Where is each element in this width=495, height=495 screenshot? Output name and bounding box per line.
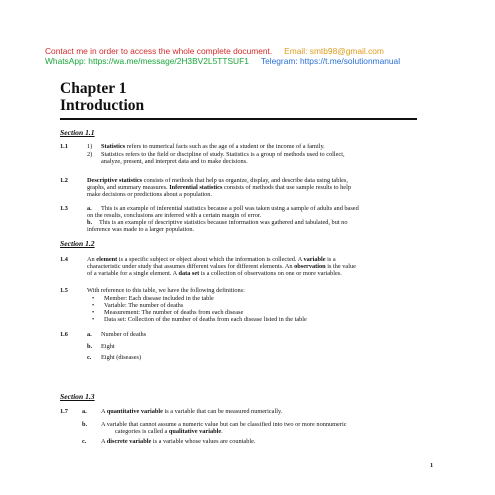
question-number-1-7: 1.7 <box>60 408 68 415</box>
q1-7-c-text <box>101 438 255 446</box>
term-variable: variable <box>303 256 326 263</box>
telegram-link[interactable]: Telegram: https://t.me/solutionmanual <box>260 56 401 66</box>
bullet-glyph: • <box>92 302 95 309</box>
q1-4-l1-pre: An <box>87 256 97 263</box>
q1-2-line3: make decisions or predictions about a population. <box>87 191 213 198</box>
term-data-set: data set <box>178 270 200 277</box>
bullet-glyph: • <box>92 316 95 323</box>
q1-7-b-line1: A variable that cannot assume a numeric value but can be classified into two or more nonnumeric <box>101 421 347 428</box>
q1-4-l2-post: is the value <box>325 263 356 270</box>
page-number: 1 <box>430 462 434 469</box>
q1-5-bullet-member: Member: Each disease included in the table <box>104 295 214 302</box>
chapter-label: Chapter 1 <box>60 80 127 97</box>
term-discrete-variable: discrete variable <box>106 438 152 445</box>
q1-2-line2-rest: consists of methods that use sample results to help <box>222 184 351 191</box>
q1-4-l1-mid: is a specific subject or object about which the information is collected. A <box>117 256 304 263</box>
q1-7-a-pre: A <box>101 408 107 415</box>
q1-3-a-line1: This is an example of inferential statistics because a poll was taken using a sample of adults and based <box>101 205 359 212</box>
term-statistics: Statistics <box>101 143 126 150</box>
question-number-1-5: 1.5 <box>60 287 68 294</box>
section-heading-1-1: Section 1.1 <box>60 128 95 137</box>
q1-3-b-label: b. <box>87 219 93 226</box>
q1-6-b-text: Eight <box>101 343 115 350</box>
term-element: element <box>96 256 118 263</box>
q1-6-b-label: b. <box>87 343 93 350</box>
bullet-glyph: • <box>92 295 95 302</box>
term-inferential-statistics: Inferential statistics <box>169 184 223 191</box>
term-descriptive-statistics: Descriptive statistics <box>87 177 143 184</box>
q1-2-line2-pre: graphs, and summary measures. <box>87 184 170 191</box>
q1-7-a-label: a. <box>82 408 87 415</box>
q1-5-bullet-variable: Variable: The number of deaths <box>104 302 184 309</box>
q1-7-b-pre: categories is called a <box>115 428 169 435</box>
q1-4-line3 <box>87 270 342 278</box>
banner-line-2 <box>45 56 400 66</box>
contact-banner <box>0 0 495 64</box>
q1-6-c-text: Eight (diseases) <box>101 354 142 361</box>
title-divider <box>60 118 417 120</box>
q1-1-item1-rest: refers to numerical facts such as the age of a student or the income of a family. <box>125 143 325 150</box>
chapter-name: Introduction <box>60 97 145 114</box>
q1-1-item2-num: 2) <box>87 151 93 158</box>
q1-3-b-line2: inference was made to a larger population. <box>87 226 195 233</box>
banner-line-1 <box>45 46 384 56</box>
email-link[interactable]: Email: smtb98@gmail.com <box>284 46 384 56</box>
question-number-1-1: 1.1 <box>60 143 68 150</box>
q1-5-bullet-data-set: Data set: Collection of the number of deaths from each disease listed in the table <box>104 316 307 323</box>
section-heading-1-2: Section 1.2 <box>60 239 95 248</box>
q1-3-a-label: a. <box>87 205 92 212</box>
term-observation: observation <box>294 263 326 270</box>
question-number-1-6: 1.6 <box>60 331 68 338</box>
q1-5-bullet-measurement: Measurement: The number of deaths from each disease <box>104 309 244 316</box>
term-quantitative-variable: quantitative variable <box>106 408 163 415</box>
q1-3-a-line2: on the results, conclusions are inferred with a certain margin of error. <box>87 212 262 219</box>
q1-2-line1-rest: consists of methods that help us organize, display, and describe data using tables, <box>142 177 348 184</box>
whatsapp-link[interactable]: WhatsApp: https://wa.me/message/2H3BV2L5TTSUF1 <box>45 56 249 66</box>
q1-4-l3-post: is a collection of observations on one or more variables. <box>199 270 342 277</box>
q1-1-item1-text <box>101 143 325 151</box>
contact-text: Contact me in order to access the whole complete document. <box>45 46 273 56</box>
question-number-1-2: 1.2 <box>60 177 68 184</box>
q1-7-c-label: c. <box>82 438 87 445</box>
q1-6-a-label: a. <box>87 331 92 338</box>
bullet-glyph: • <box>92 309 95 316</box>
chapter-heading <box>60 80 144 114</box>
q1-7-c-post: is a variable whose values are countable. <box>151 438 256 445</box>
section-heading-1-3: Section 1.3 <box>60 392 95 401</box>
q1-4-l2-pre: characteristic under study that assumes different values for different elements. An <box>87 263 295 270</box>
q1-6-c-label: c. <box>87 354 92 361</box>
question-number-1-3: 1.3 <box>60 205 68 212</box>
q1-4-l1-post: is a <box>325 256 336 263</box>
q1-7-b-post: . <box>221 428 223 435</box>
q1-7-a-post: is a variable that can be measured numerically. <box>162 408 283 415</box>
q1-5-intro: With reference to this table, we have the following definitions: <box>87 287 245 294</box>
q1-6-a-text: Number of deaths <box>101 331 147 338</box>
q1-4-l3-pre: of a variable for a single element. A <box>87 270 179 277</box>
q1-7-b-label: b. <box>82 421 88 428</box>
q1-1-item2-line1: Statistics refers to the field or discipline of study. Statistics is a group of methods used to collect, <box>101 151 345 158</box>
q1-7-b-line2 <box>115 428 223 436</box>
q1-3-b-line1: This is an example of descriptive statistics because information was gathered and tabulated, but no <box>99 219 348 226</box>
term-qualitative-variable: qualitative variable <box>168 428 222 435</box>
q1-7-a-text <box>101 408 282 416</box>
q1-1-item1-num: 1) <box>87 143 93 150</box>
q1-7-c-pre: A <box>101 438 107 445</box>
question-number-1-4: 1.4 <box>60 256 68 263</box>
q1-1-item2-line2: analyze, present, and interpret data and to make decisions. <box>101 158 248 165</box>
